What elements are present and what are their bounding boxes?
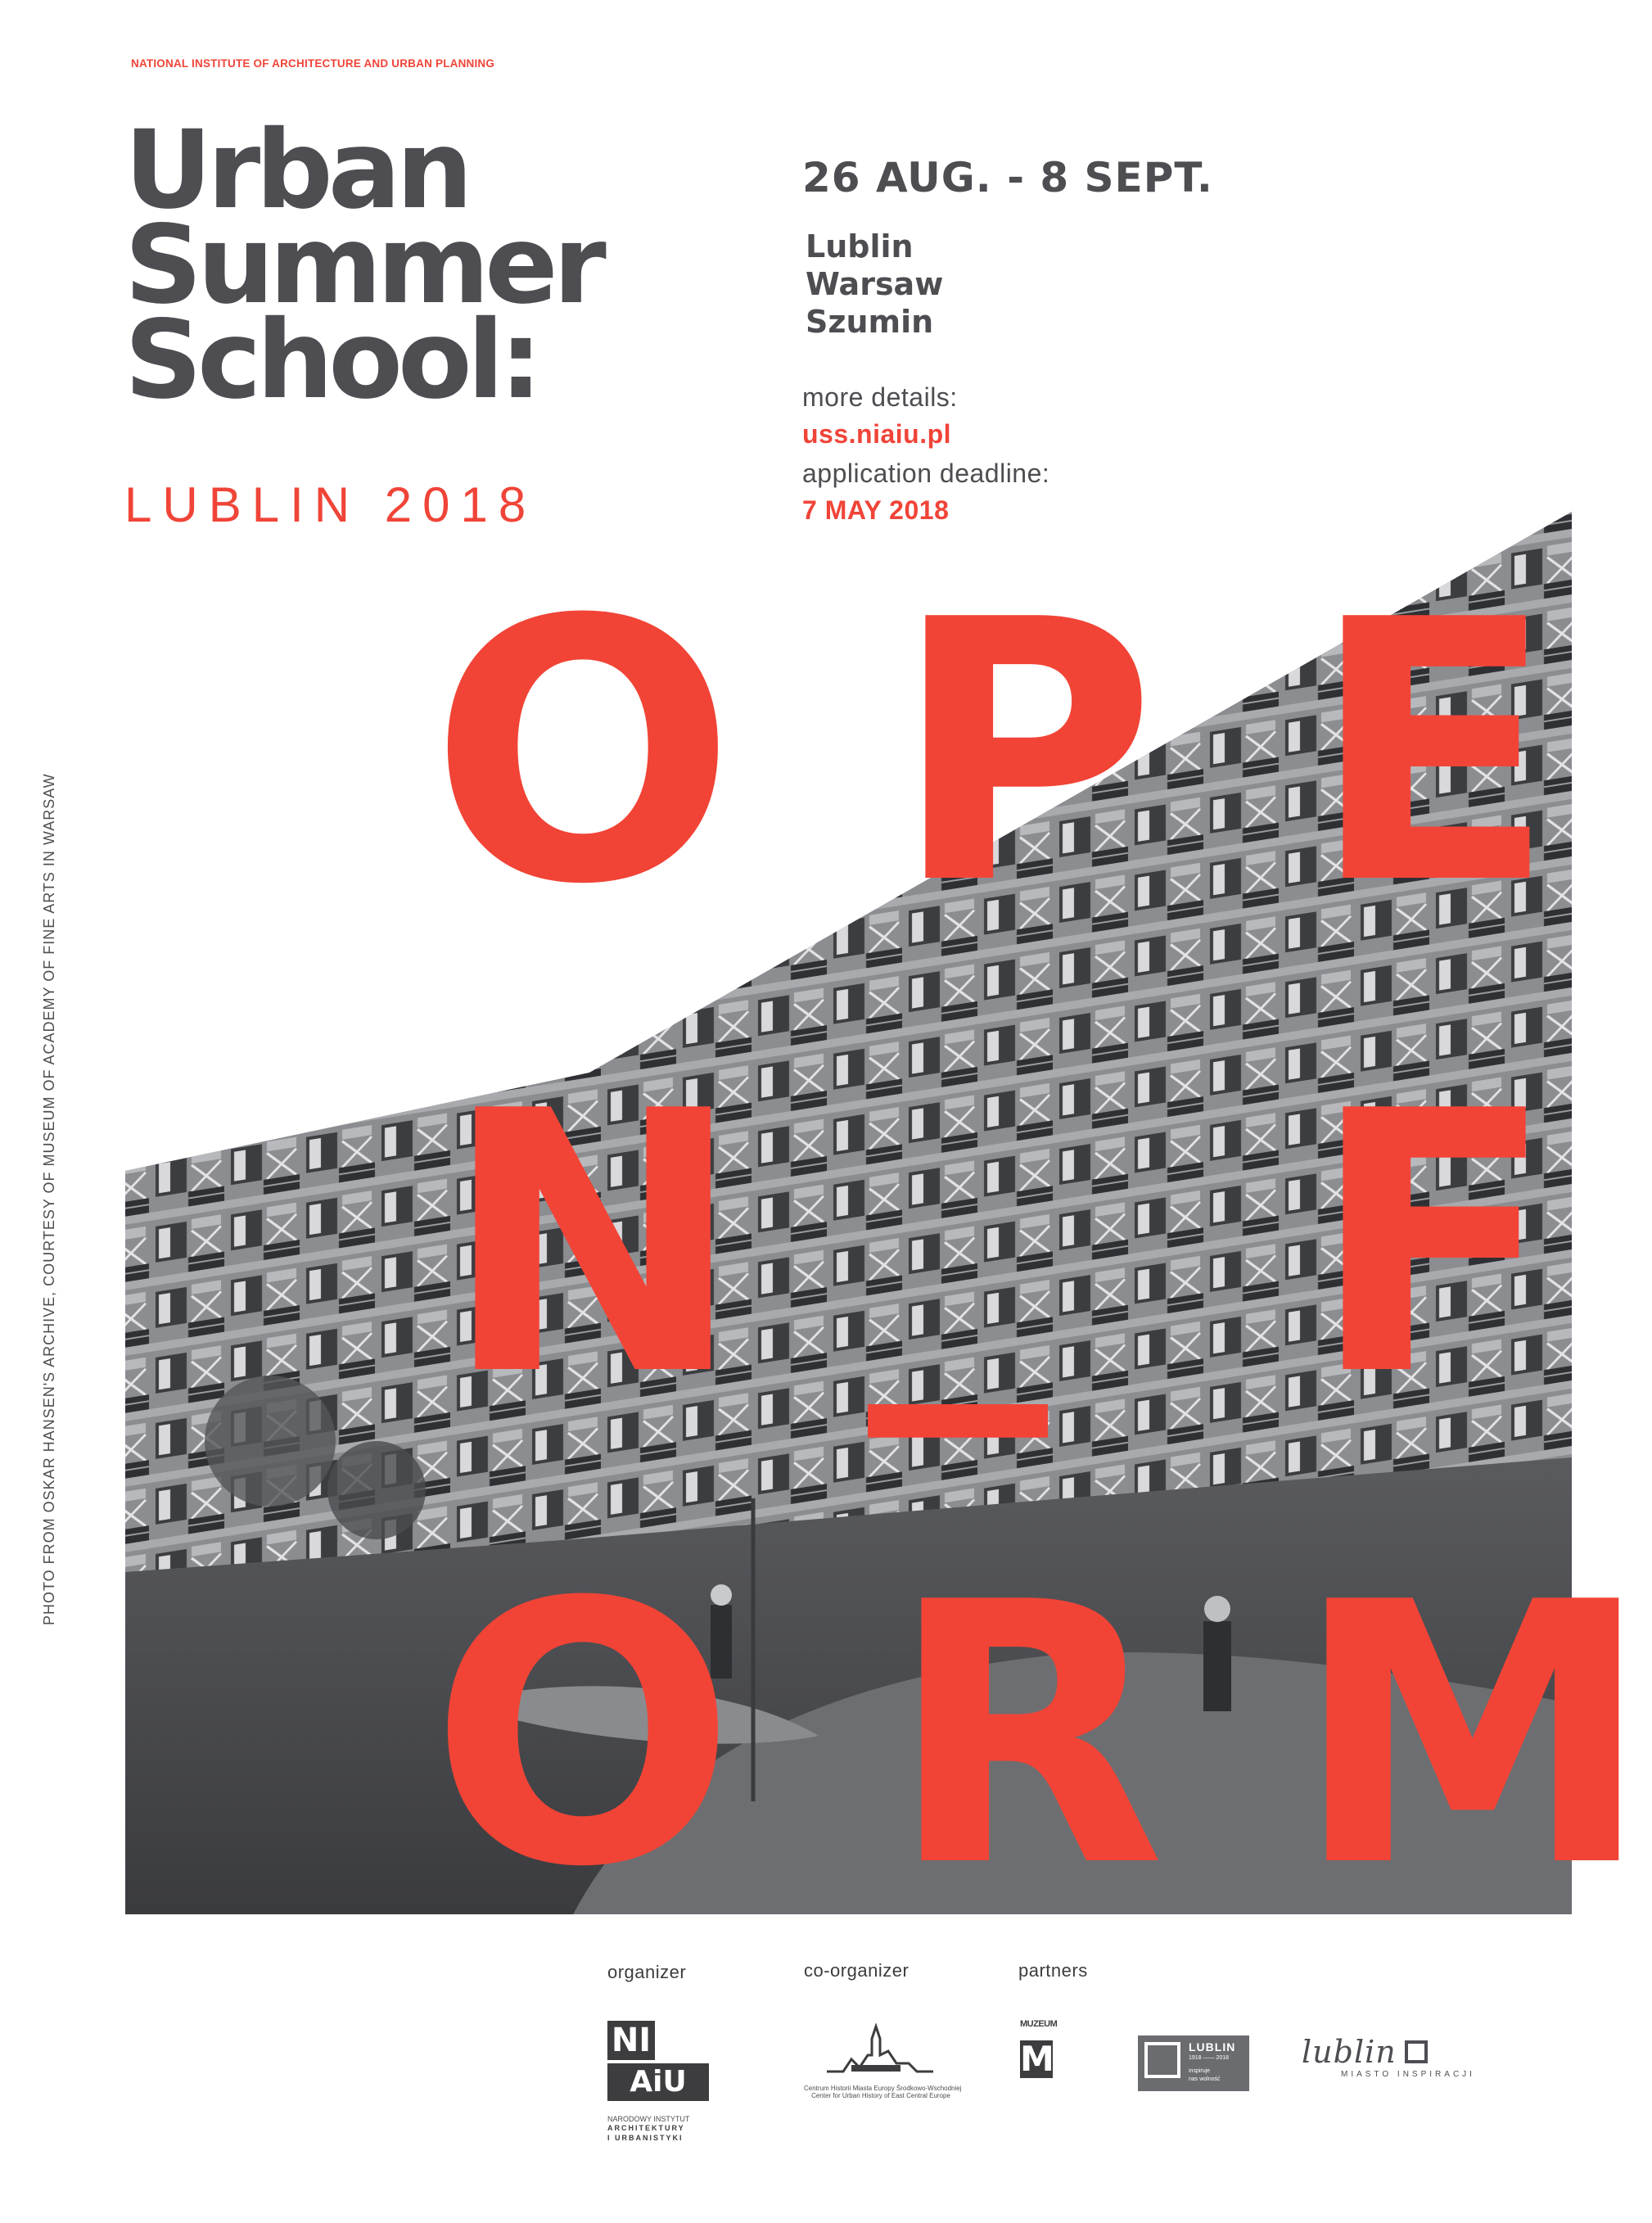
coorg-line-1: Centrum Historii Miasta Europy Środkowo-Wschodniej (804, 2085, 962, 2092)
big-letter-m: M (1293, 1526, 1652, 1945)
niaiu-mark-bottom: AiU (607, 2063, 709, 2101)
big-underscore: _ (868, 1019, 1048, 1438)
subtitle: LUBLIN 2018 (124, 477, 537, 532)
deadline-date: 7 MAY 2018 (802, 495, 950, 525)
niaiu-logo[interactable] (607, 2021, 711, 2103)
title-line-2: Summer (124, 202, 602, 328)
big-letter-e: E (1310, 544, 1556, 963)
lublin-city-logo[interactable] (1302, 2034, 1482, 2079)
page-title (124, 107, 602, 423)
lublin-city-word: lublin (1302, 2034, 1397, 2070)
more-details-label: more details: (802, 382, 958, 412)
city-szumin: Szumin (806, 304, 934, 340)
niaiu-logo-text (607, 2115, 689, 2143)
lublin-city-tagline: MIASTO INSPIRACJI (1341, 2070, 1475, 2079)
coorganizer-skyline-icon[interactable] (827, 2022, 933, 2080)
big-letter-o-2: O (430, 1526, 737, 1945)
big-letter-f: F (1310, 1035, 1556, 1454)
lublin-city-emblem-icon (1405, 2040, 1428, 2063)
big-letter-o-1: O (430, 544, 737, 963)
city-lublin: Lublin (806, 228, 914, 264)
coorg-line-2: Center for Urban History of East Central Europe (811, 2092, 950, 2099)
lublin-box-tagline-1: inspiruje (1189, 2068, 1211, 2074)
niaiu-line-1: NARODOWY INSTYTUT (607, 2115, 690, 2123)
organizer-label: organizer (607, 1962, 687, 1982)
city-list (806, 228, 943, 341)
big-letter-p: P (892, 544, 1157, 963)
muzeum-letter: M (1020, 2039, 1054, 2079)
coorganizer-label: co-organizer (804, 1960, 910, 1981)
lublin-box-title: LUBLIN (1189, 2040, 1236, 2054)
big-letter-r: R (888, 1526, 1166, 1945)
partners-label: partners (1018, 1960, 1088, 1981)
title-line-3: School: (124, 297, 538, 423)
city-warsaw: Warsaw (806, 266, 944, 302)
coorganizer-text (804, 2085, 962, 2099)
niaiu-mark-top: NI (607, 2021, 655, 2060)
niaiu-line-2: ARCHITEKTURY (607, 2124, 685, 2132)
lublin-2018-logo[interactable] (1138, 2035, 1249, 2091)
muzeum-word: MUZEUM (1020, 2019, 1058, 2029)
institute-name: NATIONAL INSTITUTE OF ARCHITECTURE AND URBAN PLANNING (131, 57, 495, 70)
lublin-box-years: 1918 —— 2018 (1189, 2055, 1230, 2061)
photo-credit: PHOTO FROM OSKAR HANSEN'S ARCHIVE, COURTESY OF MUSEUM OF ACADEMY OF FINE ARTS IN WARSAW (41, 773, 57, 1625)
event-dates: 26 AUG. - 8 SEPT. (802, 154, 1213, 201)
more-details-link[interactable]: uss.niaiu.pl (802, 419, 952, 449)
lublin-emblem-icon (1144, 2042, 1180, 2078)
lublin-box-tagline-2: nas wolność (1189, 2076, 1221, 2082)
muzeum-logo[interactable] (1020, 2019, 1058, 2079)
deadline-label: application deadline: (802, 459, 1050, 488)
big-letter-n: N (442, 1035, 744, 1454)
title-line-1: Urban (124, 107, 468, 233)
niaiu-line-3: I URBANISTYKI (607, 2134, 684, 2142)
